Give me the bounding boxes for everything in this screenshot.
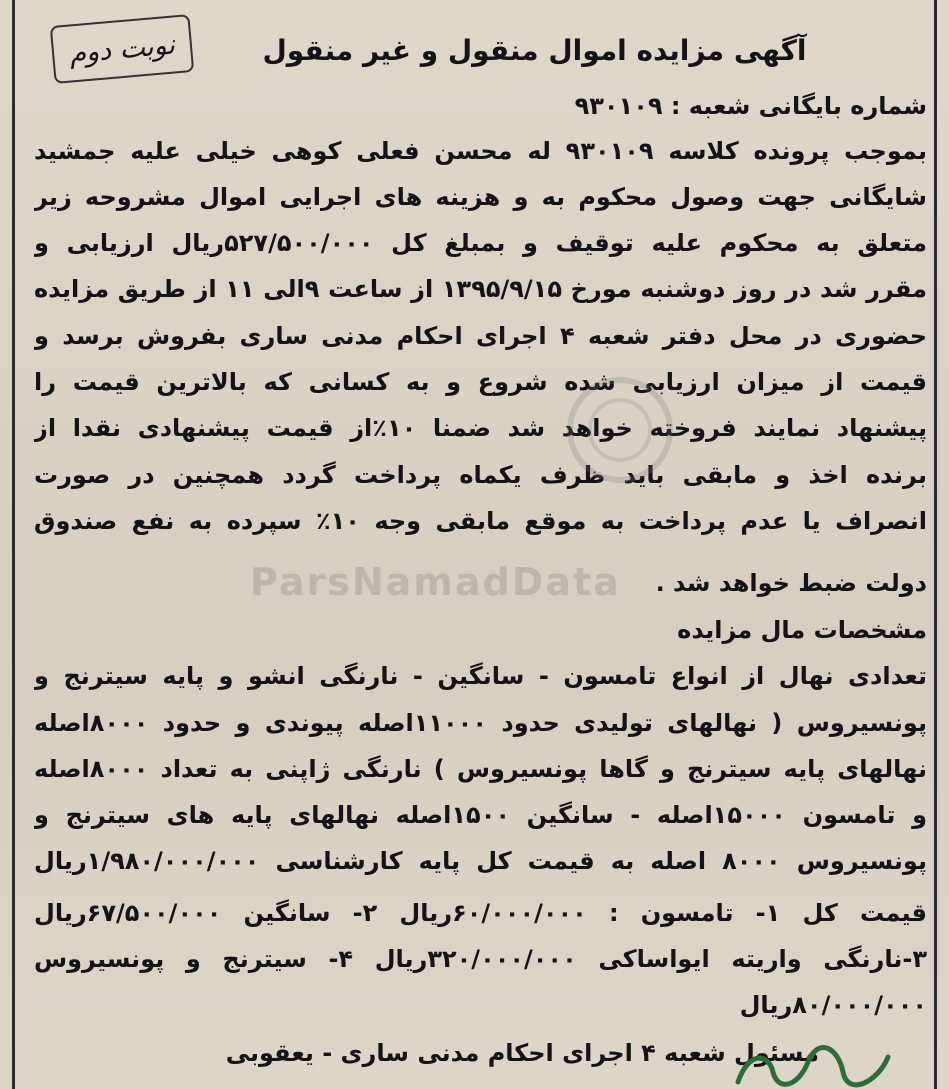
body-line: مقرر شد در روز دوشنبه مورخ ۱۳۹۵/۹/۱۵ از ساعت ۹الی ۱۱ از طریق مزایده: [34, 275, 927, 303]
watermark-logo: [560, 370, 680, 495]
price-line: ۳-نارنگی واریته ایواساکی ۳۲۰/۰۰۰/۰۰۰ریال ۴- سیترنج و پونسیروس: [34, 945, 927, 973]
body-line: پیشنهاد نمایند فروخته خواهد شد ضمنا ۱۰٪از قیمت پیشنهادی نقدا از: [34, 414, 927, 442]
body-line: شایگانی جهت وصول محکوم به و هزینه های اجرایی اموال مشروحه زیر: [34, 183, 927, 211]
spec-line: پونسیروس ۸۰۰۰ اصله به قیمت کل پایه کارشناسی ۱/۹۸۰/۰۰۰/۰۰۰ریال: [34, 847, 927, 875]
spec-line: و تامسون ۱۵۰۰۰اصله - سانگین ۱۵۰۰اصله نهالهای پایه های سیترنج و: [34, 801, 927, 829]
body-line: قیمت از میزان ارزیابی شده شروع و به کسانی که بالاترین قیمت را: [34, 368, 927, 396]
body-line: انصراف یا عدم پرداخت به موقع مابقی وجه ۱۰٪ سپرده به نفع صندوق: [34, 507, 927, 535]
body-line: حضوری در محل دفتر شعبه ۴ اجرای احکام مدنی ساری بفروش برسد و: [34, 322, 927, 350]
body-line: دولت ضبط خواهد شد .: [655, 569, 927, 597]
round-badge: نوبت دوم: [50, 14, 195, 84]
spec-heading: مشخصات مال مزایده: [677, 616, 927, 644]
body-line: متعلق به محکوم علیه توقیف و بمبلغ کل ۵۲۷/۵۰۰/۰۰۰ریال ارزیابی و: [34, 229, 927, 257]
price-line: ۸۰/۰۰۰/۰۰۰ریال: [739, 991, 927, 1019]
spec-line: نهالهای پایه سیترنج و گاها پونسیروس ) نارنگی ژاپنی به تعداد ۸۰۰۰اصله: [34, 755, 927, 783]
watermark-text: ParsNamadData: [250, 560, 621, 604]
spec-line: پونسیروس ( نهالهای تولیدی حدود ۱۱۰۰۰اصله پیوندی و حدود ۸۰۰۰اصله: [34, 709, 927, 737]
signature-line: مسئول شعبه ۴ اجرای احکام مدنی ساری - یعقوبی: [225, 1039, 819, 1067]
body-line: برنده اخذ و مابقی باید ظرف یکماه پرداخت گردد همچنین در صورت: [34, 461, 927, 489]
archive-number: شماره بایگانی شعبه : ۹۳۰۱۰۹: [574, 92, 927, 120]
notice-title: آگهی مزایده اموال منقول و غیر منقول: [262, 34, 807, 67]
handwritten-mark: [728, 1042, 898, 1089]
spec-line: تعدادی نهال از انواع تامسون - سانگین - نارنگی انشو و پایه سیترنج و: [34, 662, 927, 690]
body-line: بموجب پرونده کلاسه ۹۳۰۱۰۹ له محسن فعلی کوهی خیلی علیه جمشید: [34, 137, 927, 165]
price-line: قیمت کل ۱- تامسون : ۶۰/۰۰۰/۰۰۰ریال ۲- سانگین ۶۷/۵۰۰/۰۰۰ریال: [34, 899, 927, 927]
